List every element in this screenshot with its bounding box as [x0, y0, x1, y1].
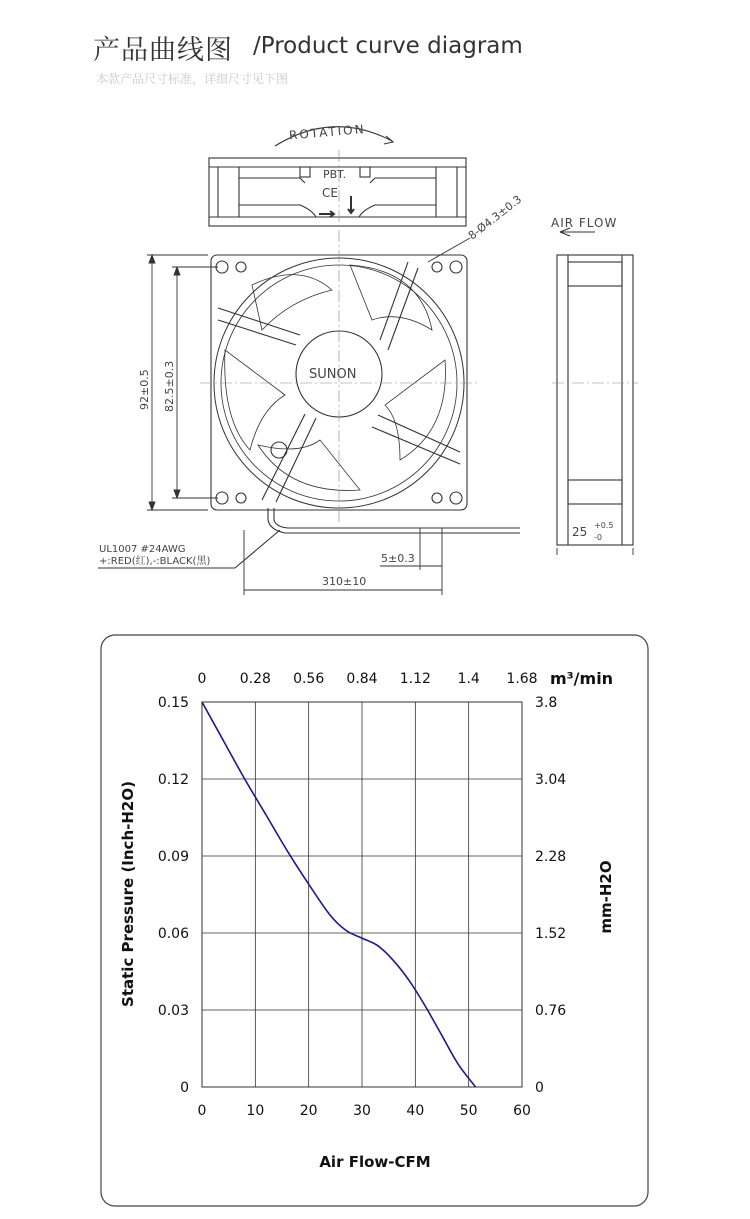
page-title-en: /Product curve diagram: [253, 33, 523, 59]
y-tick-label: 0.03: [157, 1003, 189, 1019]
y2-axis-label: mm-H2O: [597, 860, 615, 934]
y-axis-label: Static Pressure (Inch-H2O): [119, 781, 137, 1007]
pbt-label: PBT.: [323, 168, 347, 181]
y-tick-label: 0.09: [157, 849, 189, 865]
x2-tick-label: 1.12: [399, 671, 431, 687]
x-tick-label: 30: [353, 1103, 371, 1119]
dim-thickness-label: 25: [572, 525, 588, 539]
y-tick-label: 0.12: [157, 772, 189, 788]
x2-tick-label: 1.4: [457, 671, 480, 687]
page-title-cn: 产品曲线图: [93, 35, 233, 66]
x-axis-label: Air Flow-CFM: [319, 1153, 431, 1171]
x2-tick-label: 1.68: [506, 671, 538, 687]
airflow-label: AIR FLOW: [551, 216, 618, 230]
y2-tick-label: 3.8: [535, 695, 558, 711]
x-tick-label: 50: [459, 1103, 478, 1119]
x-tick-label: 10: [246, 1103, 265, 1119]
dim-thickness-tol-minus: -0: [594, 533, 602, 542]
brand-label: SUNON: [309, 367, 357, 382]
rotation-label: ROTATION: [288, 121, 367, 143]
y-tick-label: 0.15: [157, 695, 189, 711]
fan-wires: [268, 508, 520, 533]
dim-thickness-tol-plus: +0.5: [594, 521, 614, 530]
chart-grid: [202, 702, 522, 1087]
series-line: [202, 702, 476, 1087]
y-tick-label: 0: [180, 1080, 189, 1096]
dim-wire-strip-label: 5±0.3: [381, 552, 415, 565]
x-tick-label: 0: [197, 1103, 207, 1119]
ce-mark: CE: [322, 186, 338, 200]
x-tick-label: 60: [513, 1103, 531, 1119]
y2-tick-label: 3.04: [535, 772, 567, 788]
x2-tick-label: 0.56: [293, 671, 325, 687]
page-subtitle: 本款产品尺寸标准，详细尺寸见下图: [96, 72, 289, 86]
pq-curve-chart: [0, 619, 750, 1219]
y2-tick-label: 0.76: [535, 1003, 567, 1019]
dim-wire-length-label: 310±10: [322, 575, 367, 588]
dim-outer-label: 92±0.5: [138, 369, 151, 410]
wire-colors-label: +:RED(红),-:BLACK(黑): [99, 556, 211, 567]
wire-spec-label: UL1007 #24AWG: [99, 544, 186, 555]
x-tick-label: 40: [406, 1103, 425, 1119]
y2-tick-label: 0: [535, 1080, 544, 1096]
x-tick-label: 20: [299, 1103, 318, 1119]
y2-tick-label: 2.28: [535, 849, 567, 865]
x2-tick-label: 0: [197, 671, 207, 687]
y2-tick-label: 1.52: [535, 926, 567, 942]
chart-frame: [101, 635, 648, 1206]
hole-spec-label: 8-Ø4.3±0.3: [465, 192, 525, 243]
x2-axis-unit: m³/min: [550, 669, 614, 688]
dim-hole-spacing-label: 82.5±0.3: [163, 360, 176, 412]
x2-tick-label: 0.84: [346, 671, 378, 687]
x2-tick-label: 0.28: [239, 671, 271, 687]
y-tick-label: 0.06: [157, 926, 189, 942]
